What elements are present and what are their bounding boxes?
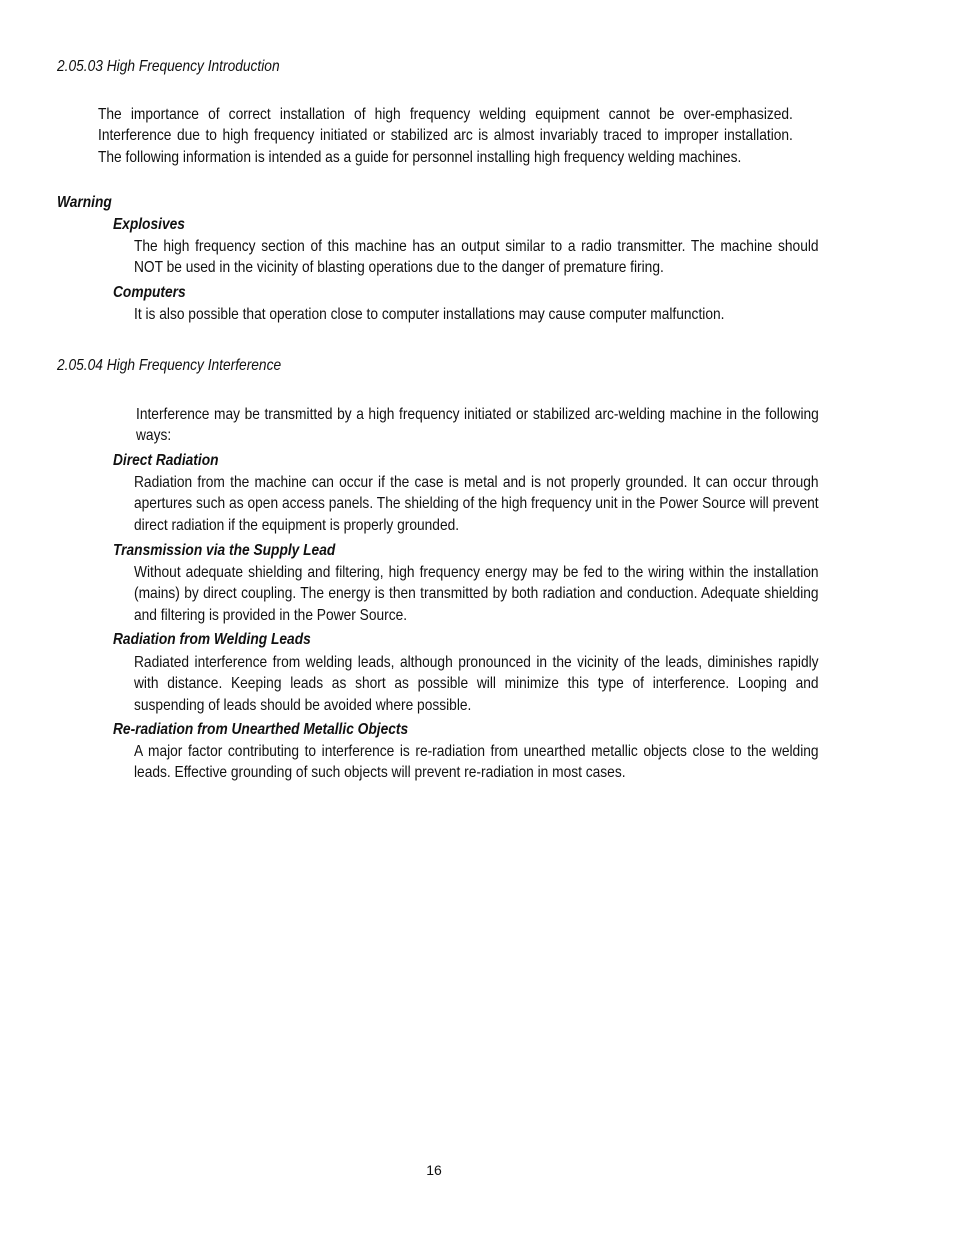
hf-introduction-paragraph: The importance of correct installation of high frequency welding equipment cannot be over-emphasized. Interference due to high frequency initiated or stabilized arc is almost invariably traced to improper installation. The following information is intended as a guide for personnel installing high frequency welding machines. bbox=[98, 106, 793, 166]
supply-lead-heading: Transmission via the Supply Lead bbox=[113, 542, 336, 559]
hf-interference-intro-paragraph: Interference may be transmitted by a high frequency initiated or stabilized arc-welding machine in the following ways: bbox=[136, 406, 819, 445]
explosives-heading: Explosives bbox=[113, 216, 185, 233]
reradiation-paragraph: A major factor contributing to interference is re-radiation from unearthed metallic objects close to the welding leads. Effective grounding of such objects will prevent re-radiation in most cases. bbox=[134, 743, 819, 782]
page-number: 16 bbox=[426, 1162, 442, 1178]
direct-radiation-paragraph: Radiation from the machine can occur if the case is metal and is not properly grounded. It can occur through apertures such as open access panels. The shielding of the high frequency unit in the Power Source will prevent direct radiation if the equipment is properly grounded. bbox=[134, 474, 819, 534]
section-title-hf-interference: 2.05.04 High Frequency Interference bbox=[57, 357, 282, 374]
direct-radiation-heading: Direct Radiation bbox=[113, 452, 219, 469]
section-title-hf-introduction: 2.05.03 High Frequency Introduction bbox=[57, 58, 280, 75]
computers-paragraph: It is also possible that operation close to computer installations may cause computer malfunction. bbox=[134, 306, 725, 323]
computers-heading: Computers bbox=[113, 284, 186, 301]
welding-leads-heading: Radiation from Welding Leads bbox=[113, 631, 311, 648]
warning-label: Warning bbox=[57, 194, 112, 211]
reradiation-heading: Re-radiation from Unearthed Metallic Objects bbox=[113, 721, 409, 738]
welding-leads-paragraph: Radiated interference from welding leads, although pronounced in the vicinity of the leads, diminishes rapidly with distance. Keeping leads as short as possible will minimize this type of interference. Looping and suspending of leads should be avoided where possible. bbox=[134, 654, 819, 714]
supply-lead-paragraph: Without adequate shielding and filtering, high frequency energy may be fed to the wiring within the installation (mains) by direct coupling. The energy is then transmitted by both radiation and conduction. Adequate shielding and filtering is provided in the Power Source. bbox=[134, 564, 819, 624]
explosives-paragraph: The high frequency section of this machine has an output similar to a radio transmitter. The machine should NOT be used in the vicinity of blasting operations due to the danger of premature firing. bbox=[134, 238, 819, 277]
